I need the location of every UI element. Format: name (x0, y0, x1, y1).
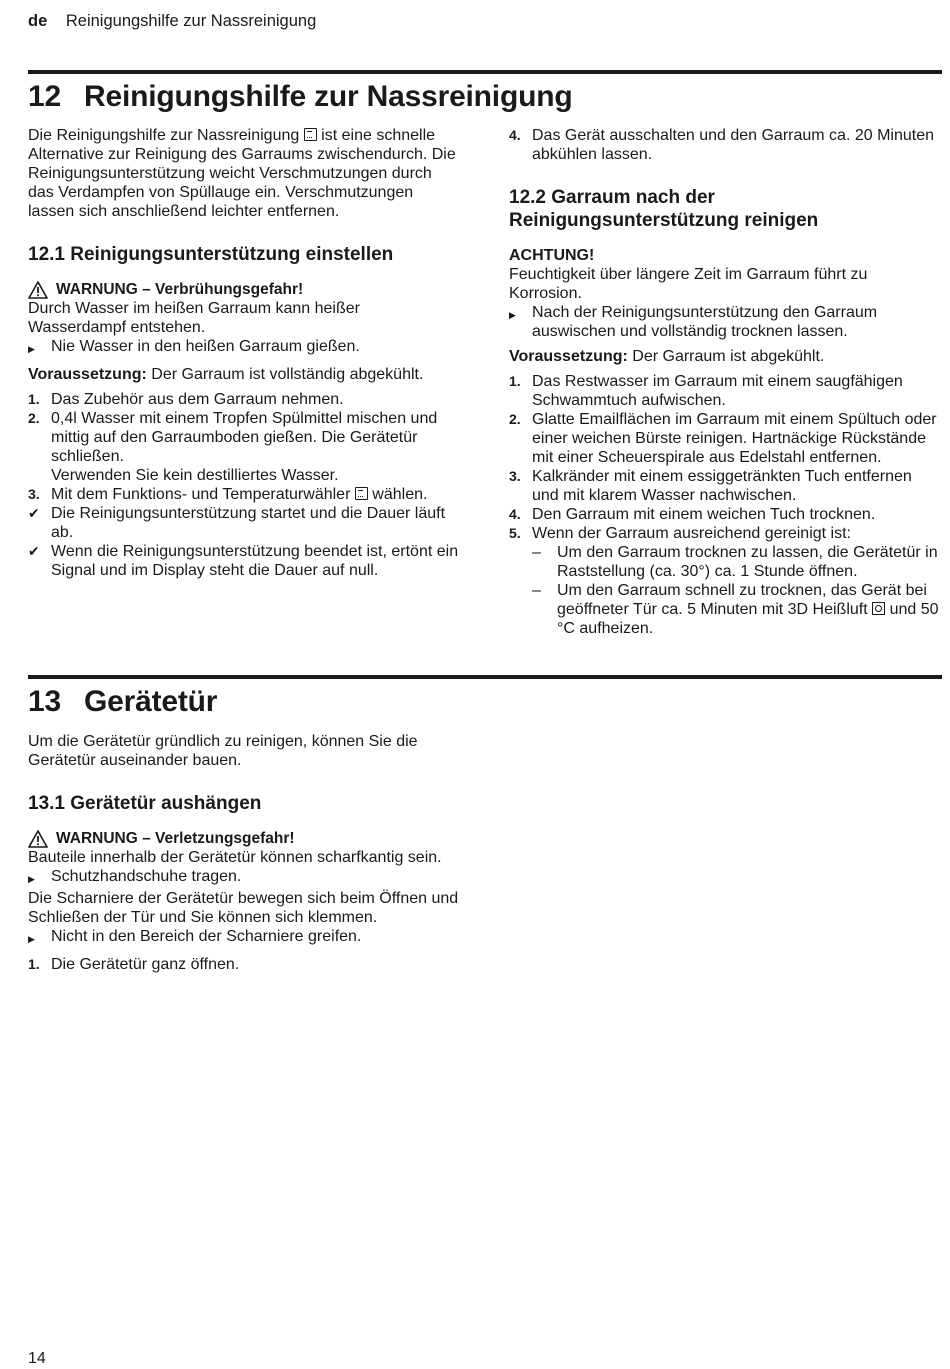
warning-heading: WARNUNG – Verbrühungsgefahr! (28, 280, 462, 299)
warning-triangle-icon (28, 830, 48, 848)
warning-text: Die Scharniere der Gerätetür bewegen sich beim Öffnen und Schließen der Tür und Sie können sich klemmen. (28, 890, 459, 926)
cleaning-aid-icon (355, 487, 368, 500)
section-13-title: 13 Gerätetür (28, 685, 218, 718)
intro-paragraph: Die Reinigungshilfe zur Nassreinigung ist eine schnelle Alternative zur Reinigung des Garraums zwischendurch. Die Reinigungsunterstützung weicht Verschmutzungen durch das Verdampfen von Spüllauge ein. Verschmutzungen lassen sich anschließend leichter entfernen. (28, 127, 456, 220)
step-4: 4. Den Garraum mit einem weichen Tuch trocknen. (509, 506, 876, 523)
language-code: de (28, 12, 48, 30)
step-3: 3. Mit dem Funktions- und Temperaturwähler wählen. (28, 486, 428, 503)
running-title: Reinigungshilfe zur Nassreinigung (65, 12, 317, 30)
step-4: 4. Das Gerät ausschalten und den Garraum ca. 20 Minuten abkühlen lassen. (509, 127, 934, 163)
step-1: 1. Die Gerätetür ganz öffnen. (28, 956, 240, 973)
section-12-title: 12 Reinigungshilfe zur Nassreinigung (28, 80, 573, 113)
action-item: ▶ Nach der Reinigungsunterstützung den Garraum auswischen und vollständig trocknen lassen. (509, 304, 878, 340)
caution-heading: ACHTUNG! (509, 247, 595, 264)
step-3: 3. Kalkränder mit einem essiggetränkten Tuch entfernen und mit klarem Wasser nachwischen. (509, 468, 912, 504)
page-number: 14 (28, 1350, 46, 1367)
section-rule (28, 70, 942, 74)
prerequisite: Voraussetzung: Der Garraum ist vollständig abgekühlt. (28, 366, 424, 383)
option-item: – Um den Garraum schnell zu trocknen, das Gerät bei geöffneter Tür ca. 5 Minuten mit 3D Heißluft und 50 °C aufheizen. (532, 582, 939, 637)
section-12-right-column (509, 126, 941, 638)
step-1: 1. Das Zubehör aus dem Garraum nehmen. (28, 391, 344, 408)
action-item: ▶ Schutzhandschuhe tragen. (28, 868, 242, 885)
step-5: 5. Wenn der Garraum ausreichend gereinigt ist: (509, 525, 851, 542)
warning-text: Bauteile innerhalb der Gerätetür können scharfkantig sein. (28, 849, 442, 866)
step-1: 1. Das Restwasser im Garraum mit einem saugfähigen Schwammtuch aufwischen. (509, 373, 903, 409)
caution-text: Feuchtigkeit über längere Zeit im Garraum führt zu Korrosion. (509, 266, 868, 302)
cleaning-aid-icon (304, 128, 317, 141)
step-2: 2. 0,4l Wasser mit einem Tropfen Spülmittel mischen und mittig auf den Garraumboden gießen. Die Gerätetür schließen. Verwenden Sie kein destilliertes Wasser. (28, 410, 438, 484)
result-item: ✔ Wenn die Reinigungsunterstützung beendet ist, ertönt ein Signal und im Display steht die Dauer auf null. (28, 543, 459, 579)
section-13-left-column (28, 732, 462, 974)
running-header (28, 12, 316, 31)
action-item: ▶ Nicht in den Bereich der Scharniere greifen. (28, 928, 362, 945)
warning-heading: WARNUNG – Verletzungsgefahr! (28, 829, 462, 848)
subsection-12-2-title: 12.2 Garraum nach der Reinigungsunterstützung reinigen (509, 187, 819, 231)
section-rule (28, 675, 942, 679)
option-item: – Um den Garraum trocknen zu lassen, die Gerätetür in Raststellung (ca. 30°) ca. 1 Stunde öffnen. (532, 544, 938, 580)
action-item: ▶ Nie Wasser in den heißen Garraum gießen. (28, 338, 360, 355)
result-item: ✔ Die Reinigungsunterstützung startet und die Dauer läuft ab. (28, 505, 446, 541)
step-2: 2. Glatte Emailflächen im Garraum mit einem Spültuch oder einer weichen Bürste reinigen. Hartnäckige Rückstände mit einer Scheuerspirale aus Edelstahl entfernen. (509, 411, 937, 466)
check-icon: ✔ (28, 505, 40, 521)
subsection-12-1-title: 12.1 Reinigungsunterstützung einstellen (28, 244, 394, 265)
subsection-13-1-title: 13.1 Gerätetür aushängen (28, 793, 262, 814)
section-12-left-column (28, 126, 462, 580)
prerequisite: Voraussetzung: Der Garraum ist abgekühlt. (509, 348, 825, 365)
warning-text: Durch Wasser im heißen Garraum kann heißer Wasserdampf entstehen. (28, 300, 360, 336)
check-icon: ✔ (28, 543, 40, 559)
intro-paragraph: Um die Gerätetür gründlich zu reinigen, können Sie die Gerätetür auseinander bauen. (28, 733, 418, 769)
warning-triangle-icon (28, 281, 48, 299)
hot-air-icon (872, 602, 885, 615)
